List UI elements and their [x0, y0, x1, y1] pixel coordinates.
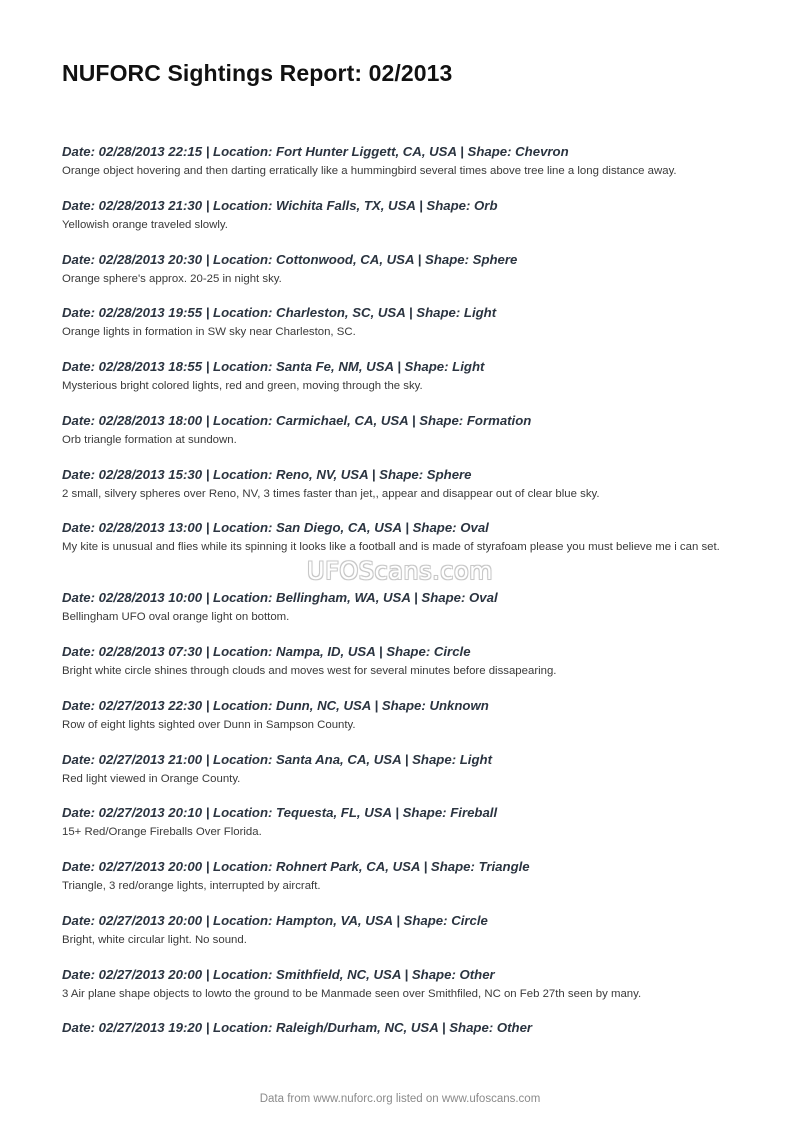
sighting-header: Date: 02/27/2013 20:00 | Location: Rohnert Park, CA, USA | Shape: Triangle: [62, 859, 530, 874]
sighting-description: Row of eight lights sighted over Dunn in Sampson County.: [62, 718, 356, 731]
sighting-header: Date: 02/28/2013 20:30 | Location: Cottonwood, CA, USA | Shape: Sphere: [62, 251, 518, 267]
sighting-entry: [62, 589, 752, 643]
sighting-description: Red light viewed in Orange County.: [62, 772, 241, 785]
sighting-entry: [62, 643, 752, 697]
sighting-header: Date: 02/27/2013 22:30 | Location: Dunn, NC, USA | Shape: Unknown: [62, 697, 489, 713]
sighting-description: 15+ Red/Orange Fireballs Over Florida.: [62, 826, 262, 839]
sighting-description: My kite is unusual and flies while its spinning it looks like a football and is made of styrafoam please you must believe me i can set.: [62, 541, 720, 554]
sighting-header: Date: 02/27/2013 19:20 | Location: Raleigh/Durham, NC, USA | Shape: Other: [62, 1020, 533, 1036]
sighting-entry: [62, 304, 752, 358]
sighting-description: Triangle, 3 red/orange lights, interrupted by aircraft.: [62, 880, 321, 892]
page-title: NUFORC Sightings Report: 02/2013: [62, 60, 453, 86]
sighting-description: Mysterious bright colored lights, red and green, moving through the sky.: [62, 380, 423, 392]
sighting-header: Date: 02/28/2013 15:30 | Location: Reno, NV, USA | Shape: Sphere: [62, 466, 472, 482]
sighting-header: Date: 02/27/2013 20:00 | Location: Hampton, VA, USA | Shape: Circle: [62, 912, 488, 928]
sighting-description: Orange object hovering and then darting erratically like a hummingbird several times above tree line a long distance away.: [62, 165, 677, 177]
sighting-header: Date: 02/28/2013 13:00 | Location: San Diego, CA, USA | Shape: Oval: [62, 520, 489, 536]
sighting-header: Date: 02/27/2013 21:00 | Location: Santa Ana, CA, USA | Shape: Light: [62, 751, 492, 767]
sighting-description: Orange lights in formation in SW sky near Charleston, SC.: [62, 326, 356, 339]
sighting-entry: [62, 966, 752, 1020]
sighting-entry: [62, 1019, 752, 1073]
sighting-header: Date: 02/28/2013 07:30 | Location: Nampa, ID, USA | Shape: Circle: [62, 644, 471, 659]
sighting-entry: [62, 804, 752, 858]
sighting-entry: [62, 466, 752, 520]
sighting-header: Date: 02/27/2013 20:00 | Location: Smithfield, NC, USA | Shape: Other: [62, 966, 495, 982]
sighting-header: Date: 02/28/2013 21:30 | Location: Wichita Falls, TX, USA | Shape: Orb: [62, 197, 498, 213]
sighting-entry: [62, 697, 752, 751]
sighting-description: Orange sphere's approx. 20-25 in night sky.: [62, 272, 282, 285]
sighting-description: 2 small, silvery spheres over Reno, NV, 3 times faster than jet,, appear and disappear out of clear blue sky.: [62, 487, 600, 500]
sighting-entry: [62, 251, 752, 305]
sighting-entry: [62, 519, 752, 589]
sighting-description: 3 Air plane shape objects to lowto the ground to be Manmade seen over Smithfiled, NC on Feb 27th seen by many.: [62, 987, 642, 1000]
sighting-entry: [62, 358, 752, 412]
sighting-header: Date: 02/28/2013 10:00 | Location: Bellingham, WA, USA | Shape: Oval: [62, 590, 498, 606]
sighting-header: Date: 02/28/2013 22:15 | Location: Fort Hunter Liggett, CA, USA | Shape: Chevron: [62, 144, 569, 159]
sighting-header: Date: 02/28/2013 18:55 | Location: Santa Fe, NM, USA | Shape: Light: [62, 359, 485, 374]
page-footer: Data from www.nuforc.org listed on www.ufoscans.com: [259, 1093, 541, 1105]
sighting-description: Yellowish orange traveled slowly.: [62, 218, 228, 231]
sighting-description: Bright, white circular light. No sound.: [62, 933, 247, 946]
sighting-entry: [62, 858, 752, 912]
sighting-entry: [62, 143, 752, 197]
sighting-header: Date: 02/28/2013 19:55 | Location: Charleston, SC, USA | Shape: Light: [62, 305, 497, 321]
sighting-header: Date: 02/27/2013 20:10 | Location: Tequesta, FL, USA | Shape: Fireball: [62, 805, 498, 821]
sighting-description: Bellingham UFO oval orange light on bottom.: [62, 611, 290, 624]
sighting-entry: [62, 197, 752, 251]
sighting-entry: [62, 751, 752, 805]
sighting-description: Bright white circle shines through clouds and moves west for several minutes before dissapearing.: [62, 665, 557, 677]
sighting-description: Orb triangle formation at sundown.: [62, 433, 237, 446]
sighting-entry: [62, 412, 752, 466]
sighting-entry: [62, 912, 752, 966]
sighting-header: Date: 02/28/2013 18:00 | Location: Carmichael, CA, USA | Shape: Formation: [62, 412, 532, 428]
watermark: UFOScans.com: [307, 557, 493, 585]
sightings-list: [62, 143, 752, 1073]
